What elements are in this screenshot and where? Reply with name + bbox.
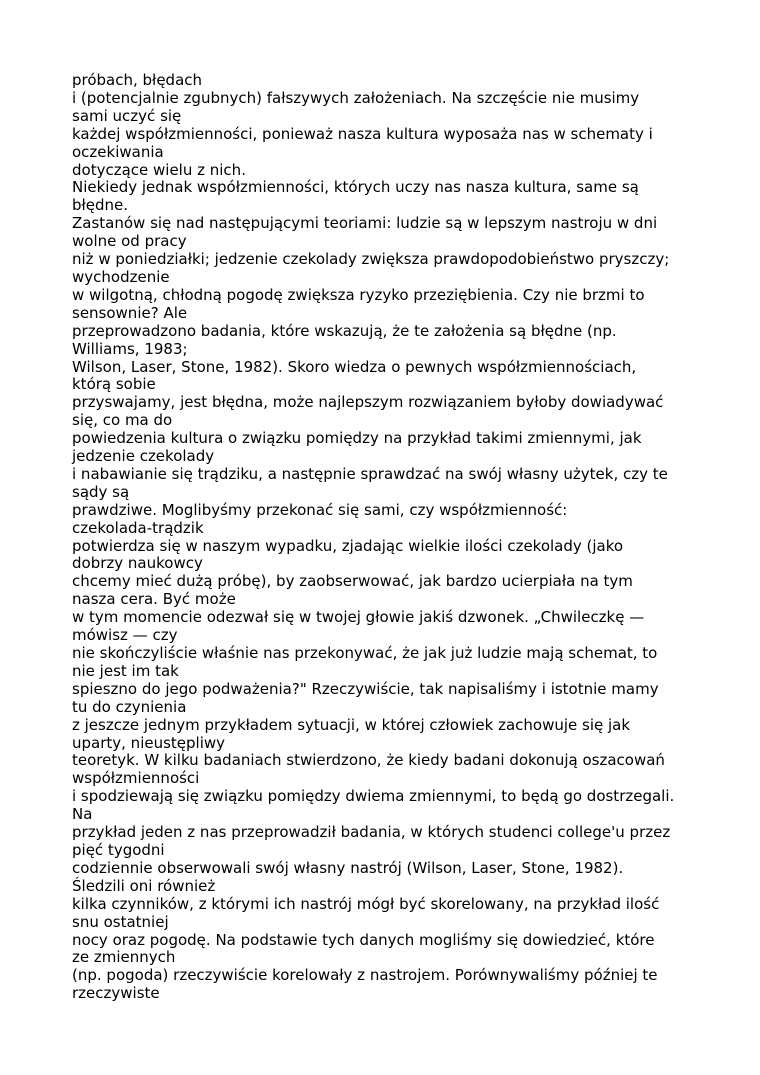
text-line: i nabawianie się trądziku, a następnie sprawdzać na swój własny użytek, czy te <box>72 464 668 483</box>
text-line: nie jest im tak <box>72 661 179 680</box>
text-line: codziennie obserwowali swój własny nastrój (Wilson, Laser, Stone, 1982). <box>72 858 624 877</box>
text-line: snu ostatniej <box>72 912 169 931</box>
text-line: w wilgotną, chłodną pogodę zwiększa ryzyko przeziębienia. Czy nie brzmi to <box>72 285 645 304</box>
text-line: próbach, błędach <box>72 71 203 89</box>
text-line: czekolada-trądzik <box>72 518 204 537</box>
text-line: jedzenie czekolady <box>72 447 215 466</box>
text-line: prawdziwe. Moglibyśmy przekonać się sami, czy współzmienność: <box>72 500 568 519</box>
text-line: przykład jeden z nas przeprowadził badania, w których studenci college'u przez <box>72 823 671 842</box>
text-line: i spodziewają się związku pomiędzy dwiema zmiennymi, to będą go dostrzegali. <box>72 787 675 806</box>
text-line: nie skończyliście właśnie nas przekonywać, że jak już ludzie mają schemat, to <box>72 644 658 662</box>
text-line: chcemy mieć dużą próbę), by zaobserwować, jak bardzo ucierpiała na tym <box>72 572 633 591</box>
text-line: każdej współzmienności, ponieważ nasza kultura wyposaża nas w schematy i <box>72 124 653 143</box>
text-line: którą sobie <box>72 375 156 394</box>
text-line: Na <box>72 805 93 824</box>
text-line: sądy są <box>72 482 130 501</box>
text-line: nasza cera. Być może <box>72 590 236 609</box>
text-line: Śledzili oni również <box>72 876 216 895</box>
text-line: wolne od pracy <box>72 232 187 251</box>
text-line: ze zmiennych <box>72 948 176 967</box>
text-line: uparty, nieustępliwy <box>72 733 226 752</box>
text-line: z jeszcze jednym przykładem sytuacji, w której człowiek zachowuje się jak <box>72 715 631 734</box>
document-page <box>72 72 692 1003</box>
text-line: teoretyk. W kilku badaniach stwierdzono, że kiedy badani dokonują oszacowań <box>72 751 665 770</box>
text-line: współzmienności <box>72 769 200 788</box>
text-line: przyswajamy, jest błędna, może najlepszym rozwiązaniem byłoby dowiadywać <box>72 393 664 412</box>
text-line: przeprowadzono badania, które wskazują, że te założenia są błędne (np. <box>72 321 617 340</box>
text-line: dobrzy naukowcy <box>72 554 203 573</box>
text-line: w tym momencie odezwał się w twojej głowie jakiś dzwonek. „Chwileczkę — <box>72 608 645 627</box>
text-line: mówisz — czy <box>72 626 178 645</box>
text-line: się, co ma do <box>72 411 173 430</box>
text-line: powiedzenia kultura o związku pomiędzy na przykład takimi zmiennymi, jak <box>72 429 642 448</box>
text-line: (np. pogoda) rzeczywiście korelowały z nastrojem. Porównywaliśmy później te <box>72 966 658 985</box>
text-line: dotyczące wielu z nich. <box>72 160 246 179</box>
text-line: sami uczyć się <box>72 106 182 125</box>
text-line: wychodzenie <box>72 267 170 286</box>
text-line: niż w poniedziałki; jedzenie czekolady zwiększa prawdopodobieństwo pryszczy; <box>72 250 670 269</box>
text-line: Wilson, Laser, Stone, 1982). Skoro wiedza o pewnych współzmiennościach, <box>72 357 637 376</box>
text-line: nocy oraz pogodę. Na podstawie tych danych mogliśmy się dowiedzieć, które <box>72 930 655 949</box>
text-line: kilka czynników, z którymi ich nastrój mógł być skorelowany, na przykład ilość <box>72 894 660 913</box>
text-line: sensownie? Ale <box>72 303 188 322</box>
text-line: potwierdza się w naszym wypadku, zjadając wielkie ilości czekolady (jako <box>72 536 624 555</box>
text-line: tu do czynienia <box>72 697 187 716</box>
text-line: Zastanów się nad następującymi teoriami: ludzie są w lepszym nastroju w dni <box>72 214 658 233</box>
text-line: Niekiedy jednak współzmienności, których uczy nas nasza kultura, same są <box>72 178 639 197</box>
text-line: rzeczywiste <box>72 984 160 1003</box>
text-line: i (potencjalnie zgubnych) fałszywych założeniach. Na szczęście nie musimy <box>72 88 640 107</box>
text-line: pięć tygodni <box>72 840 165 859</box>
text-line: Williams, 1983; <box>72 339 188 358</box>
text-line: spieszno do jego podważenia?" Rzeczywiście, tak napisaliśmy i istotnie mamy <box>72 679 659 698</box>
text-line: oczekiwania <box>72 142 164 161</box>
text-line: błędne. <box>72 196 129 215</box>
